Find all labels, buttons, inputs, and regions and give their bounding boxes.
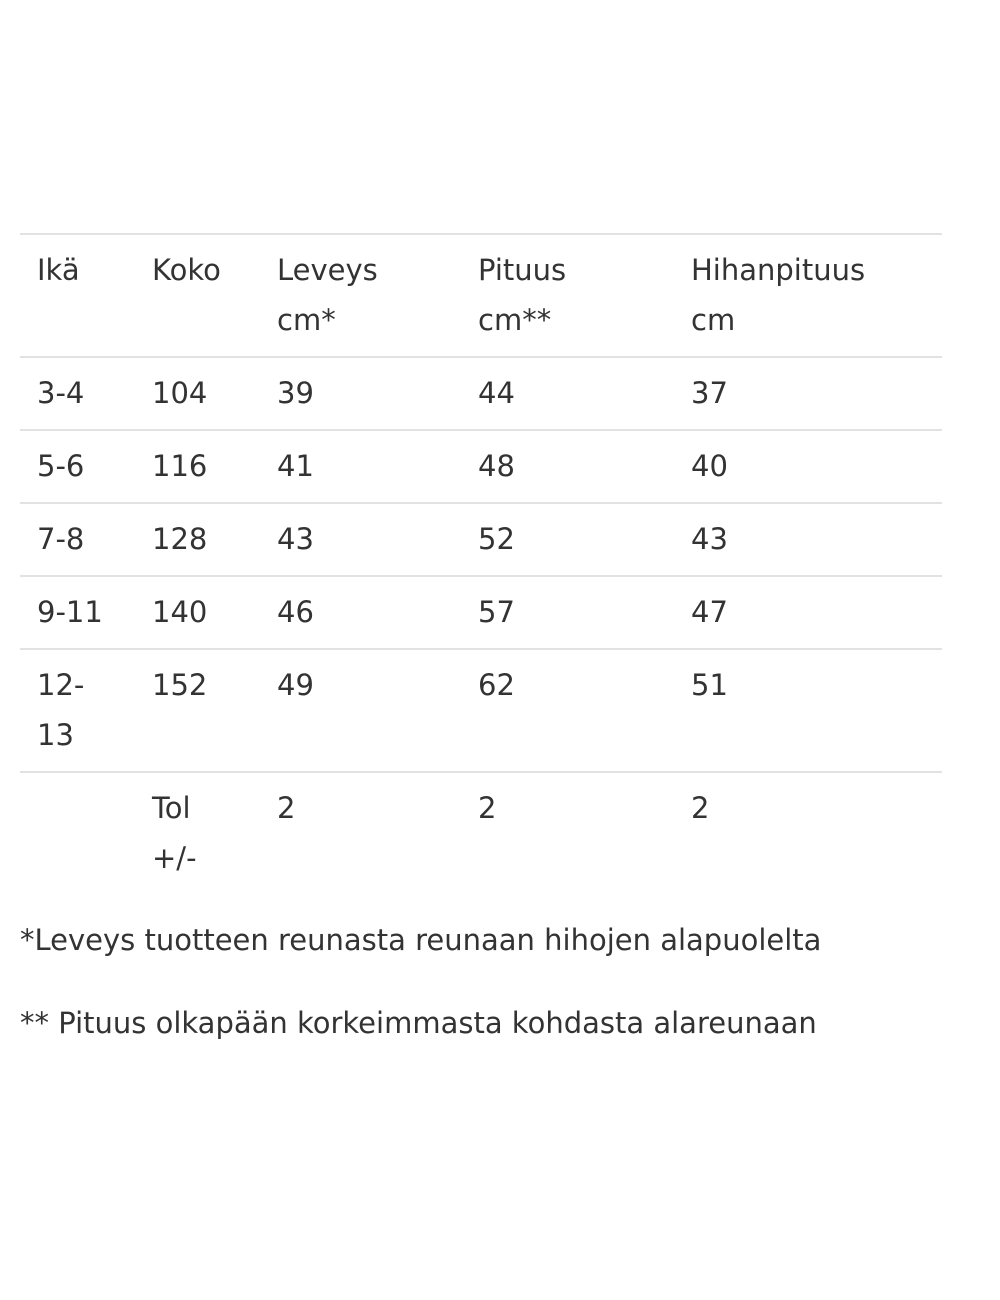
- header-age: [20, 234, 135, 357]
- cell-size: [135, 430, 260, 503]
- header-sleeve-unit: cm: [691, 303, 736, 337]
- cell-text: 47: [691, 595, 728, 629]
- cell-text: 9-11: [37, 595, 103, 629]
- table-row: [20, 649, 942, 772]
- cell-sleeve: [674, 357, 942, 430]
- header-length-label: Pituus: [478, 253, 567, 287]
- cell-sleeve: [674, 576, 942, 649]
- cell-width: [260, 649, 461, 772]
- cell-age: [20, 576, 135, 649]
- width-footnote: *Leveys tuotteen reunasta reunaan hihojen alapuolelta: [20, 923, 822, 957]
- cell-text: 2: [277, 791, 296, 825]
- cell-text: 2: [691, 791, 710, 825]
- cell-size: [135, 649, 260, 772]
- header-width: [260, 234, 461, 357]
- header-width-unit: cm*: [277, 303, 336, 337]
- cell-size: [135, 357, 260, 430]
- cell-width: [260, 503, 461, 576]
- cell-text: 2: [478, 791, 497, 825]
- cell-text: 140: [152, 595, 208, 629]
- cell-age: [20, 772, 135, 894]
- cell-text: 40: [691, 449, 728, 483]
- cell-text: 13: [37, 718, 74, 752]
- cell-text: 3-4: [37, 376, 85, 410]
- cell-width: [260, 430, 461, 503]
- header-width-label: Leveys: [277, 253, 378, 287]
- cell-text: 46: [277, 595, 314, 629]
- tolerance-row: [20, 772, 942, 894]
- header-length-unit: cm**: [478, 303, 552, 337]
- size-table-container: [20, 233, 942, 894]
- header-sleeve-label: Hihanpituus: [691, 253, 866, 287]
- cell-text: 104: [152, 376, 208, 410]
- table-header-row: [20, 234, 942, 357]
- cell-age: [20, 357, 135, 430]
- cell-text: 52: [478, 522, 515, 556]
- cell-text: +/-: [152, 841, 197, 875]
- cell-length: [461, 772, 674, 894]
- cell-text: 152: [152, 668, 208, 702]
- cell-text: 39: [277, 376, 314, 410]
- cell-sleeve: [674, 503, 942, 576]
- cell-text: 44: [478, 376, 515, 410]
- cell-age: [20, 430, 135, 503]
- cell-length: [461, 430, 674, 503]
- cell-age: [20, 649, 135, 772]
- table-row: [20, 357, 942, 430]
- cell-text: 41: [277, 449, 314, 483]
- cell-sleeve: [674, 772, 942, 894]
- table-row: [20, 576, 942, 649]
- cell-text: 128: [152, 522, 208, 556]
- cell-text: 43: [277, 522, 314, 556]
- header-length: [461, 234, 674, 357]
- cell-text: 12-: [37, 668, 85, 702]
- cell-text: 37: [691, 376, 728, 410]
- cell-width: [260, 576, 461, 649]
- header-size-label: Koko: [152, 253, 221, 287]
- cell-text: 7-8: [37, 522, 85, 556]
- cell-length: [461, 576, 674, 649]
- cell-tolerance-label: [135, 772, 260, 894]
- cell-length: [461, 649, 674, 772]
- cell-length: [461, 357, 674, 430]
- footnotes: [20, 915, 960, 1081]
- cell-text: 5-6: [37, 449, 85, 483]
- cell-width: [260, 772, 461, 894]
- cell-text: 62: [478, 668, 515, 702]
- length-footnote: ** Pituus olkapään korkeimmasta kohdasta alareunaan: [20, 1006, 817, 1040]
- cell-text: 51: [691, 668, 728, 702]
- header-size: [135, 234, 260, 357]
- header-age-label: Ikä: [37, 253, 80, 287]
- cell-text: 116: [152, 449, 208, 483]
- cell-age: [20, 503, 135, 576]
- cell-sleeve: [674, 430, 942, 503]
- cell-size: [135, 503, 260, 576]
- cell-text: 43: [691, 522, 728, 556]
- cell-text: 57: [478, 595, 515, 629]
- cell-text: 48: [478, 449, 515, 483]
- size-table: [20, 233, 942, 894]
- table-row: [20, 503, 942, 576]
- cell-text: Tol: [152, 791, 191, 825]
- cell-text: 49: [277, 668, 314, 702]
- table-row: [20, 430, 942, 503]
- cell-sleeve: [674, 649, 942, 772]
- cell-length: [461, 503, 674, 576]
- header-sleeve-length: [674, 234, 942, 357]
- cell-width: [260, 357, 461, 430]
- cell-size: [135, 576, 260, 649]
